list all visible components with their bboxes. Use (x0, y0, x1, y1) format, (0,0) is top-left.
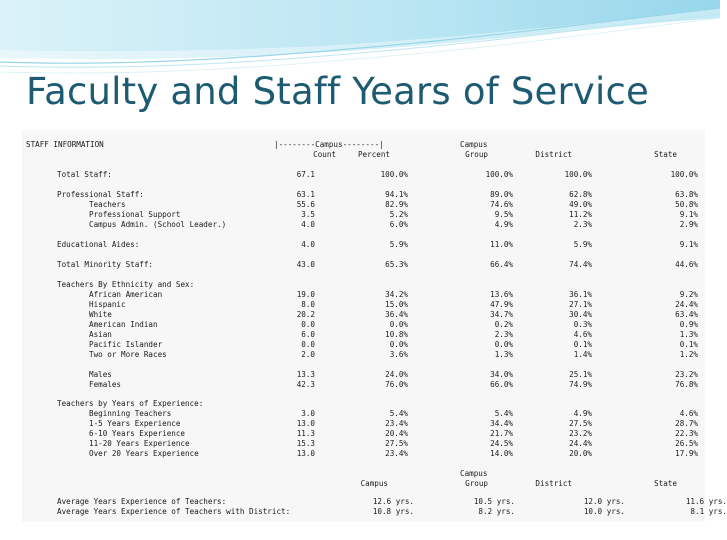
row-state: 0.1% (679, 340, 698, 349)
row-count: 19.0 (296, 290, 315, 299)
row-label: Educational Aides: (57, 240, 140, 249)
row-percent: 36.4% (385, 310, 408, 319)
row-percent: 65.3% (385, 260, 408, 269)
data-row (22, 439, 705, 449)
row-group: 0.2% (494, 320, 513, 329)
row-count: 0.0 (301, 340, 315, 349)
data-row (22, 200, 705, 210)
row-state: 76.8% (675, 380, 698, 389)
row-label: Teachers By Ethnicity and Sex: (57, 280, 195, 289)
data-row (22, 320, 705, 330)
row-state: 50.8% (675, 200, 698, 209)
row-label: Over 20 Years Experience (89, 449, 199, 458)
row-state: 4.6% (679, 409, 698, 418)
row-count: 13.0 (296, 449, 315, 458)
footer-row-group: 8.2 yrs. (478, 507, 515, 516)
row-group: 47.9% (490, 300, 513, 309)
row-label: White (89, 310, 112, 319)
staff-information-report (22, 130, 727, 522)
row-state: 100.0% (670, 170, 698, 179)
count-header: Count (313, 150, 336, 159)
row-count: 15.3 (296, 439, 315, 448)
row-group: 0.0% (494, 340, 513, 349)
state-header: State (654, 150, 677, 159)
data-row (22, 330, 705, 340)
row-percent: 27.5% (385, 439, 408, 448)
data-row (22, 220, 705, 230)
footer-row-campus: 12.6 yrs. (372, 497, 414, 506)
footer-row-campus: 10.8 yrs. (372, 507, 414, 516)
row-group: 4.9% (494, 220, 513, 229)
row-label: Teachers by Years of Experience: (57, 399, 204, 408)
row-percent: 10.8% (385, 330, 408, 339)
row-district: 74.9% (569, 380, 592, 389)
row-percent: 34.2% (385, 290, 408, 299)
row-label: 1-5 Years Experience (89, 419, 181, 428)
data-row (22, 449, 705, 459)
row-district: 24.4% (569, 439, 592, 448)
row-group: 2.3% (494, 330, 513, 339)
data-row (22, 300, 705, 310)
row-count: 13.0 (296, 419, 315, 428)
footer-row-district: 12.0 yrs. (583, 497, 625, 506)
row-group: 66.4% (490, 260, 513, 269)
slide-title: Faculty and Staff Years of Service (26, 70, 649, 113)
row-percent: 23.4% (385, 419, 408, 428)
row-district: 62.8% (569, 190, 592, 199)
row-percent: 0.0% (389, 340, 408, 349)
row-count: 0.0 (301, 320, 315, 329)
row-count: 20.2 (296, 310, 315, 319)
row-state: 0.9% (679, 320, 698, 329)
row-count: 8.0 (301, 300, 315, 309)
footer-row-district: 10.0 yrs. (583, 507, 625, 516)
row-state: 23.2% (675, 370, 698, 379)
row-group: 34.0% (490, 370, 513, 379)
footer-header-row-1 (22, 469, 705, 479)
row-count: 3.5 (301, 210, 315, 219)
row-count: 6.0 (301, 330, 315, 339)
row-state: 17.9% (675, 449, 698, 458)
row-percent: 76.0% (385, 380, 408, 389)
row-percent: 82.9% (385, 200, 408, 209)
row-count: 55.6 (296, 200, 315, 209)
row-state: 1.3% (679, 330, 698, 339)
row-district: 27.5% (569, 419, 592, 428)
row-state: 24.4% (675, 300, 698, 309)
row-percent: 15.0% (385, 300, 408, 309)
row-count: 63.1 (296, 190, 315, 199)
row-count: 11.3 (296, 429, 315, 438)
row-count: 13.3 (296, 370, 315, 379)
row-count: 42.3 (296, 380, 315, 389)
row-label: Total Staff: (57, 170, 112, 179)
row-label: Professional Staff: (57, 190, 144, 199)
data-row (22, 310, 705, 320)
row-percent: 100.0% (380, 170, 408, 179)
row-district: 23.2% (569, 429, 592, 438)
row-percent: 0.0% (389, 320, 408, 329)
row-label: 11-20 Years Experience (89, 439, 190, 448)
row-label: African American (89, 290, 163, 299)
row-count: 67.1 (296, 170, 315, 179)
row-state: 63.4% (675, 310, 698, 319)
row-district: 4.9% (573, 409, 592, 418)
row-percent: 5.4% (389, 409, 408, 418)
row-group: 1.3% (494, 350, 513, 359)
row-count: 3.0 (301, 409, 315, 418)
row-district: 25.1% (569, 370, 592, 379)
row-percent: 6.0% (389, 220, 408, 229)
data-row (22, 170, 705, 180)
row-group: 24.5% (490, 439, 513, 448)
row-district: 74.4% (569, 260, 592, 269)
row-count: 4.0 (301, 240, 315, 249)
campus-span-header: |--------Campus--------| (274, 140, 384, 149)
row-state: 26.5% (675, 439, 698, 448)
row-district: 1.4% (573, 350, 592, 359)
row-group: 34.4% (490, 419, 513, 428)
footer-row (22, 507, 727, 517)
footer-row-label: Average Years Experience of Teachers with District: (57, 507, 291, 516)
row-group: 9.5% (494, 210, 513, 219)
footer-campus-group-header-1: Campus (460, 469, 488, 478)
data-row (22, 210, 705, 220)
row-group: 66.0% (490, 380, 513, 389)
row-percent: 24.0% (385, 370, 408, 379)
district-header: District (535, 150, 572, 159)
row-percent: 3.6% (389, 350, 408, 359)
row-group: 34.7% (490, 310, 513, 319)
row-district: 36.1% (569, 290, 592, 299)
row-label: Teachers (89, 200, 126, 209)
row-district: 4.6% (573, 330, 592, 339)
data-row (22, 399, 705, 409)
row-label: Professional Support (89, 210, 181, 219)
section-header: STAFF INFORMATION (26, 140, 104, 149)
row-district: 0.1% (573, 340, 592, 349)
row-percent: 94.1% (385, 190, 408, 199)
footer-district-header: District (535, 479, 572, 488)
row-state: 1.2% (679, 350, 698, 359)
footer-row-state: 8.1 yrs. (690, 507, 727, 516)
row-group: 21.7% (490, 429, 513, 438)
row-state: 63.8% (675, 190, 698, 199)
row-label: Pacific Islander (89, 340, 163, 349)
data-row (22, 340, 705, 350)
data-row (22, 350, 705, 360)
row-district: 30.4% (569, 310, 592, 319)
row-label: Campus Admin. (School Leader.) (89, 220, 227, 229)
row-count: 4.0 (301, 220, 315, 229)
row-percent: 5.9% (389, 240, 408, 249)
row-district: 2.3% (573, 220, 592, 229)
row-group: 13.6% (490, 290, 513, 299)
footer-state-header: State (654, 479, 677, 488)
data-row (22, 290, 705, 300)
report-header-row-1 (22, 140, 705, 150)
footer-row-state: 11.6 yrs. (685, 497, 727, 506)
row-label: American Indian (89, 320, 158, 329)
data-row (22, 429, 705, 439)
data-row (22, 409, 705, 419)
row-label: 6-10 Years Experience (89, 429, 186, 438)
row-district: 49.0% (569, 200, 592, 209)
footer-header-row-2 (22, 479, 705, 489)
footer-row-group: 10.5 yrs. (473, 497, 515, 506)
footer-campus-header: Campus (360, 479, 388, 488)
row-group: 74.6% (490, 200, 513, 209)
row-state: 9.2% (679, 290, 698, 299)
row-group: 11.0% (490, 240, 513, 249)
footer-row-label: Average Years Experience of Teachers: (57, 497, 227, 506)
row-state: 44.6% (675, 260, 698, 269)
row-district: 0.3% (573, 320, 592, 329)
row-state: 28.7% (675, 419, 698, 428)
row-count: 43.0 (296, 260, 315, 269)
data-row (22, 419, 705, 429)
row-district: 11.2% (569, 210, 592, 219)
row-district: 100.0% (564, 170, 592, 179)
row-label: Asian (89, 330, 112, 339)
row-district: 5.9% (573, 240, 592, 249)
report-header-row-2 (22, 150, 705, 160)
row-state: 9.1% (679, 210, 698, 219)
row-district: 27.1% (569, 300, 592, 309)
row-count: 2.0 (301, 350, 315, 359)
row-state: 2.9% (679, 220, 698, 229)
data-row (22, 280, 705, 290)
data-row (22, 260, 705, 270)
row-label: Hispanic (89, 300, 126, 309)
data-row (22, 240, 705, 250)
row-group: 100.0% (485, 170, 513, 179)
row-group: 14.0% (490, 449, 513, 458)
data-row (22, 370, 705, 380)
row-group: 5.4% (494, 409, 513, 418)
row-percent: 20.4% (385, 429, 408, 438)
campus-group-header-1: Campus (460, 140, 488, 149)
row-percent: 23.4% (385, 449, 408, 458)
footer-row (22, 497, 727, 507)
row-label: Two or More Races (89, 350, 167, 359)
row-label: Beginning Teachers (89, 409, 172, 418)
row-group: 89.0% (490, 190, 513, 199)
row-label: Total Minority Staff: (57, 260, 154, 269)
row-state: 9.1% (679, 240, 698, 249)
campus-group-header-2: Group (465, 150, 488, 159)
row-percent: 5.2% (389, 210, 408, 219)
percent-header: Percent (357, 150, 390, 159)
data-row (22, 190, 705, 200)
row-label: Females (89, 380, 122, 389)
data-row (22, 380, 705, 390)
row-label: Males (89, 370, 112, 379)
row-district: 20.0% (569, 449, 592, 458)
row-state: 22.3% (675, 429, 698, 438)
footer-campus-group-header-2: Group (465, 479, 488, 488)
